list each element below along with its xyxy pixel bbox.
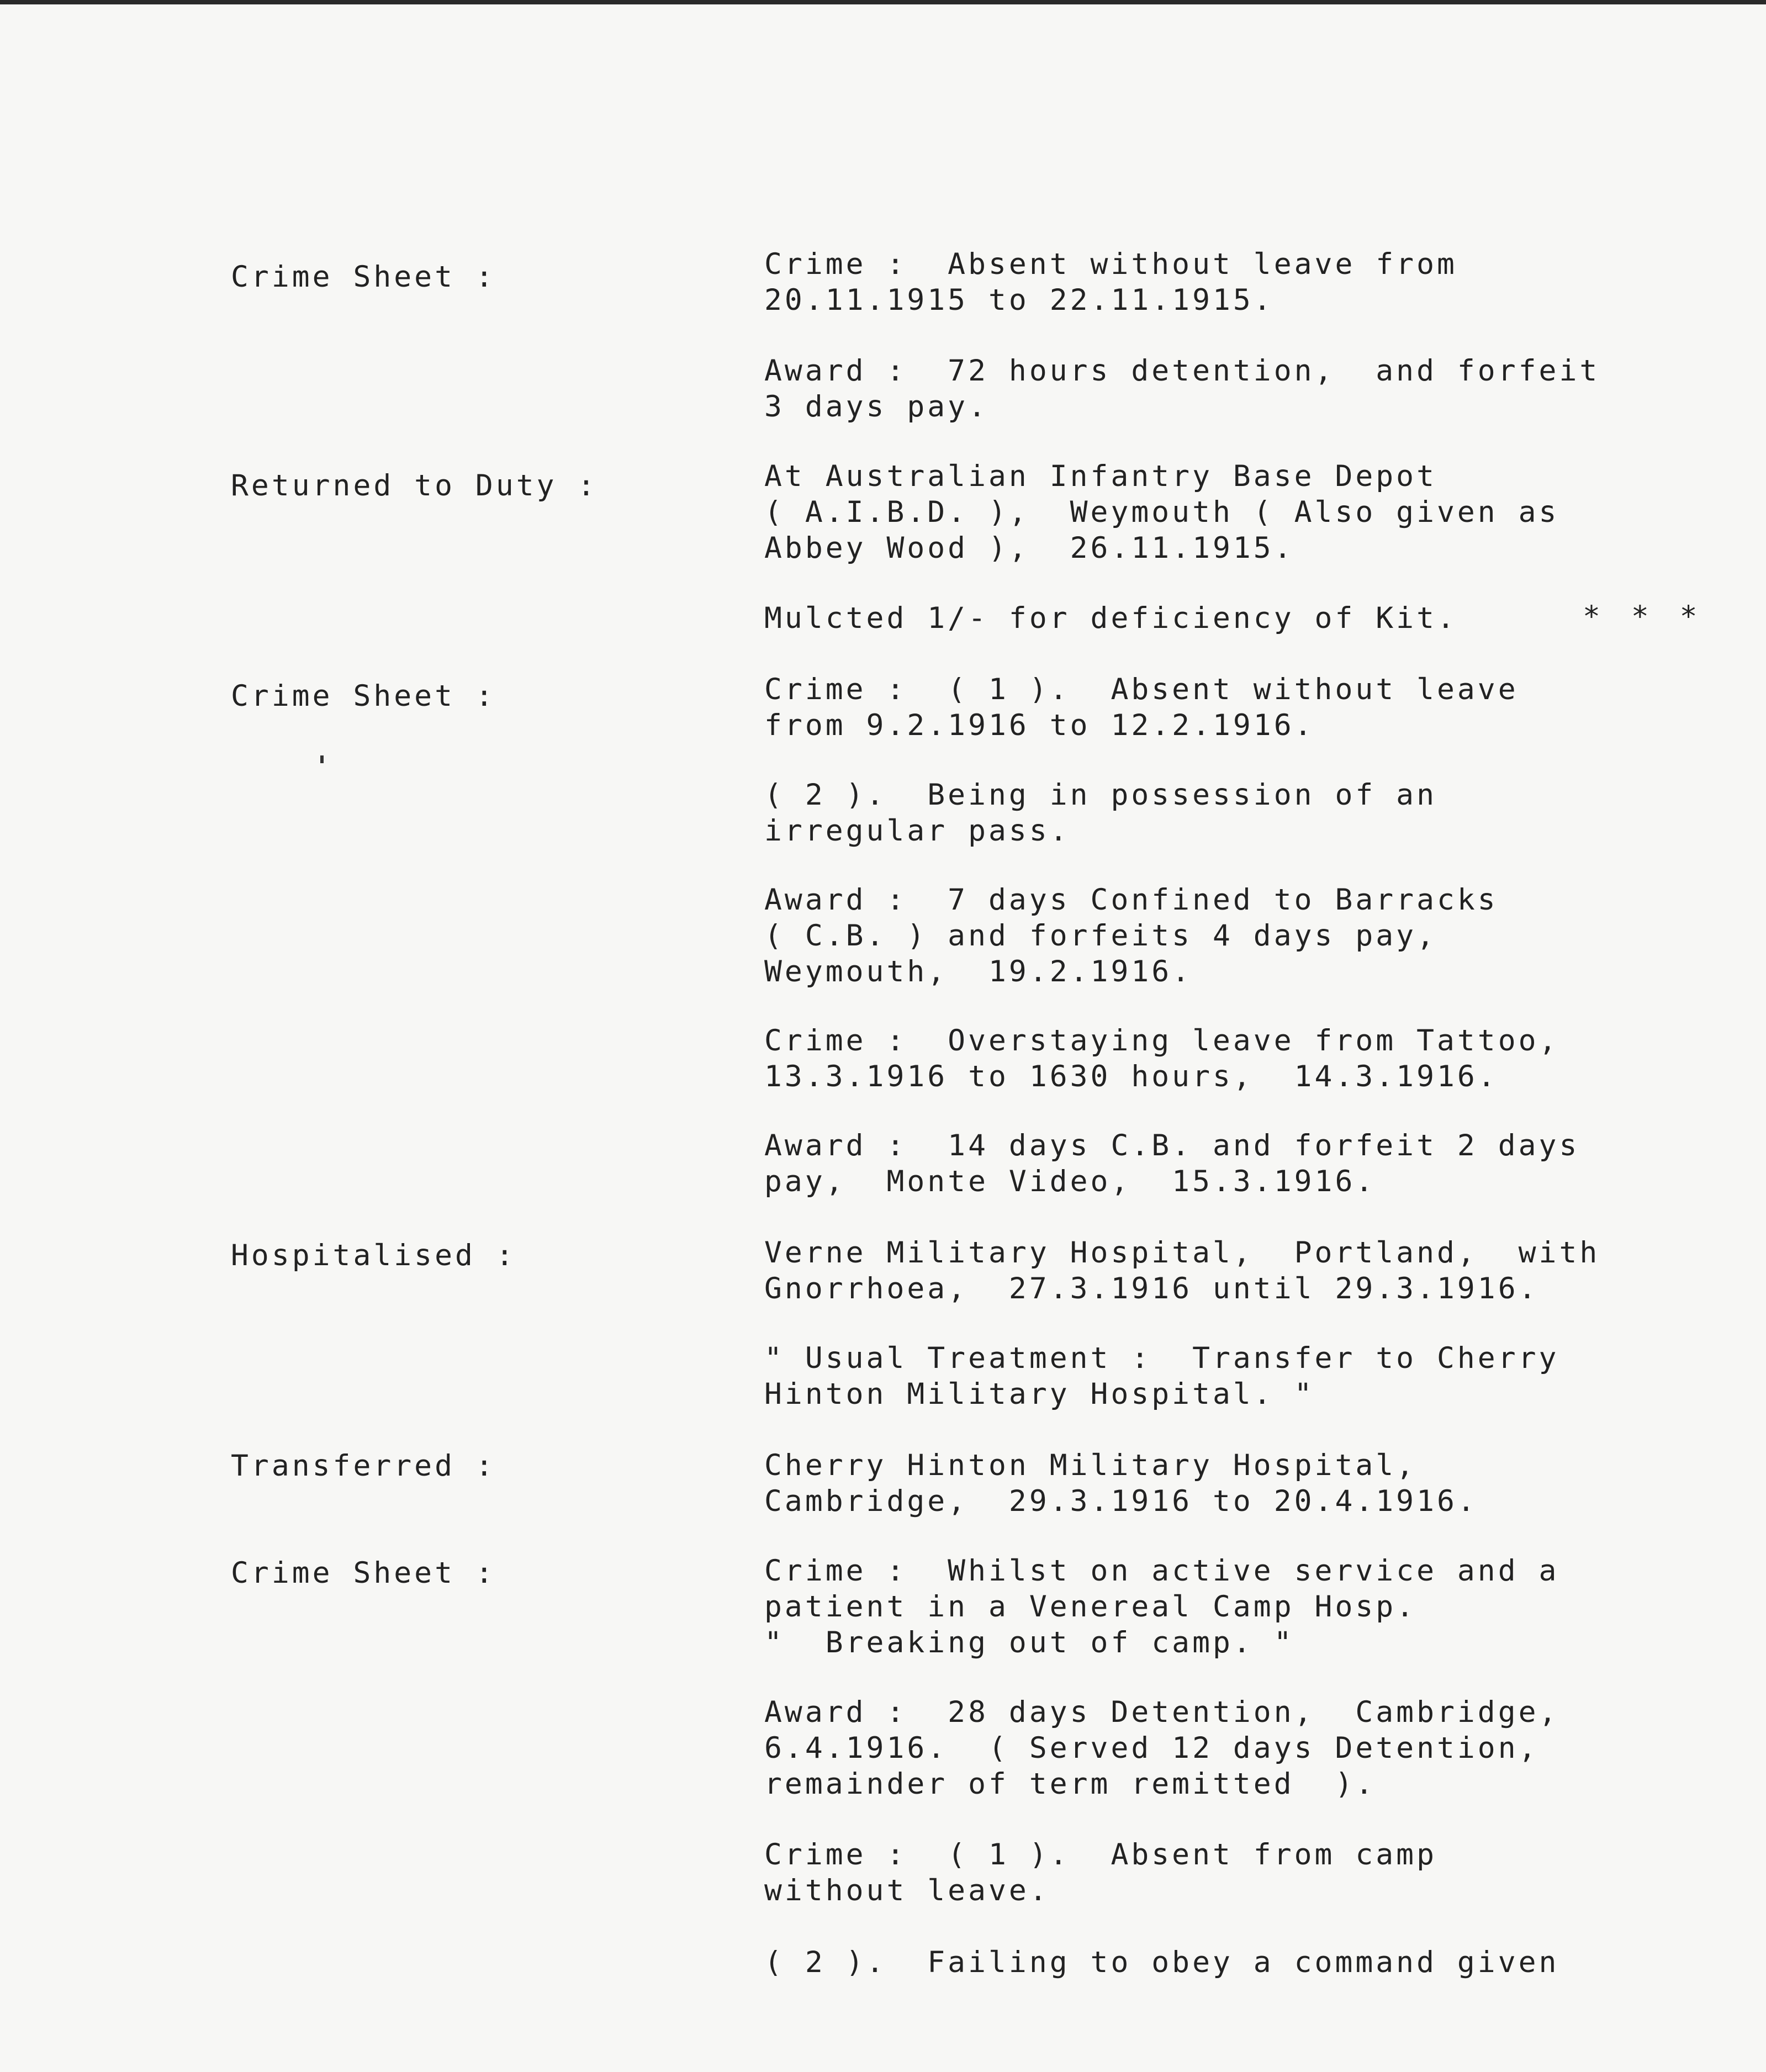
entry-line: Hinton Military Hospital. " xyxy=(764,1377,1315,1411)
entry-line: Crime : Overstaying leave from Tattoo, xyxy=(764,1024,1559,1058)
entry-line: 3 days pay. xyxy=(764,390,988,424)
entry-line: without leave. xyxy=(764,1874,1050,1907)
entry-line: " Usual Treatment : Transfer to Cherry xyxy=(764,1341,1559,1375)
entry-line: " Breaking out of camp. " xyxy=(764,1626,1294,1659)
entry-line: Gnorrhoea, 27.3.1916 until 29.3.1916. xyxy=(764,1272,1539,1305)
entry-line: irregular pass. xyxy=(764,814,1070,848)
entry-line: from 9.2.1916 to 12.2.1916. xyxy=(764,709,1315,742)
entry-line: remainder of term remitted ). xyxy=(764,1767,1376,1801)
entry-line: ( 2 ). Failing to obey a command given xyxy=(764,1946,1559,1979)
entry-line: Crime : ( 1 ). Absent without leave xyxy=(764,673,1519,706)
entry-line: Verne Military Hospital, Portland, with xyxy=(764,1236,1600,1270)
entry-line: Cambridge, 29.3.1916 to 20.4.1916. xyxy=(764,1484,1478,1518)
entry-line: Crime : Absent without leave from xyxy=(764,247,1457,281)
entry-label: Crime Sheet : xyxy=(231,260,496,294)
scan-top-edge xyxy=(0,0,1766,4)
entry-line: patient in a Venereal Camp Hosp. xyxy=(764,1590,1417,1624)
entry-label: Returned to Duty : xyxy=(231,469,598,503)
entry-line: Mulcted 1/- for deficiency of Kit. xyxy=(764,601,1457,635)
entry-line: At Australian Infantry Base Depot xyxy=(764,459,1437,493)
entry-line: 6.4.1916. ( Served 12 days Detention, xyxy=(764,1731,1539,1765)
section-stars: * * * xyxy=(1583,600,1704,633)
entry-line: Abbey Wood ), 26.11.1915. xyxy=(764,531,1294,565)
entry-label: Hospitalised : xyxy=(231,1239,516,1272)
entry-line: Weymouth, 19.2.1916. xyxy=(764,955,1193,989)
entry-line: Award : 7 days Confined to Barracks xyxy=(764,883,1498,917)
entry-line: ( C.B. ) and forfeits 4 days pay, xyxy=(764,919,1437,953)
entry-line: Award : 14 days C.B. and forfeit 2 days xyxy=(764,1129,1580,1162)
entry-label: Crime Sheet : xyxy=(231,1556,496,1590)
entry-line: 20.11.1915 to 22.11.1915. xyxy=(764,283,1274,317)
stray-mark xyxy=(320,755,324,763)
entry-line: 13.3.1916 to 1630 hours, 14.3.1916. xyxy=(764,1060,1498,1093)
entry-line: Award : 28 days Detention, Cambridge, xyxy=(764,1695,1559,1729)
entry-line: Award : 72 hours detention, and forfeit xyxy=(764,354,1600,388)
entry-line: Crime : ( 1 ). Absent from camp xyxy=(764,1838,1437,1872)
entry-label: Crime Sheet : xyxy=(231,679,496,713)
entry-line: Crime : Whilst on active service and a xyxy=(764,1554,1559,1588)
entry-label: Transferred : xyxy=(231,1449,496,1483)
entry-line: ( 2 ). Being in possession of an xyxy=(764,778,1437,812)
entry-line: Cherry Hinton Military Hospital, xyxy=(764,1449,1417,1482)
entry-line: ( A.I.B.D. ), Weymouth ( Also given as xyxy=(764,495,1559,529)
entry-line: pay, Monte Video, 15.3.1916. xyxy=(764,1165,1376,1198)
